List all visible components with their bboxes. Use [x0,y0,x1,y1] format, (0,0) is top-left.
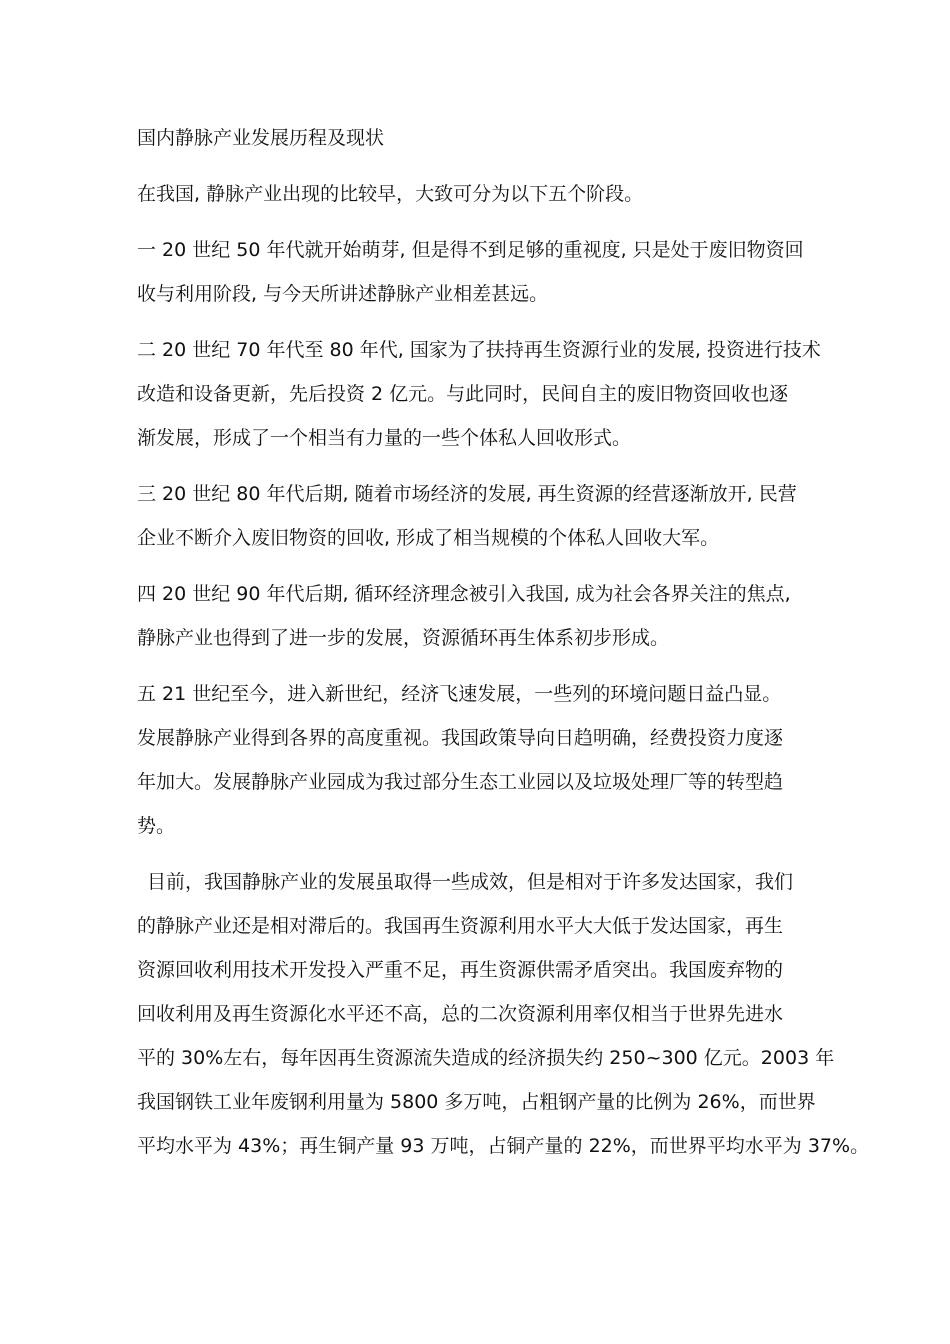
paragraph-line: 五 21 世纪至今，进入新世纪，经济飞速发展，一些列的环境问题日益凸显。 [137,683,782,705]
paragraph-line: 四 20 世纪 90 年代后期, 循环经济理念被引入我国, 成为社会各界关注的焦点, [137,583,791,605]
document-title [137,116,837,160]
paragraph-line: 平均水平为 43%；再生铜产量 93 万吨，占铜产量的 22%，而世界平均水平为 37%。 [137,1135,870,1157]
paragraph-line: 发展静脉产业得到各界的高度重视。我国政策导向日趋明确，经费投资力度逐 [137,727,784,749]
stage-paragraph-2 [137,328,837,460]
paragraph-line: 企业不断介入废旧物资的回收, 形成了相当规模的个体私人回收大军。 [137,527,720,549]
paragraph-line: 资源回收利用技术开发投入严重不足，再生资源供需矛盾突出。我国废弃物的 [137,959,784,981]
stage-paragraph-5 [137,672,837,848]
paragraph-line: 年加大。发展静脉产业园成为我过部分生态工业园以及垃圾处理厂等的转型趋 [137,771,784,793]
status-paragraph [137,860,870,1168]
title-text: 国内静脉产业发展历程及现状 [137,127,385,149]
intro-paragraph [137,172,837,216]
document-body [137,116,870,1180]
paragraph-line: 三 20 世纪 80 年代后期, 随着市场经济的发展, 再生资源的经营逐渐放开, 民营 [137,483,797,505]
paragraph-line: 势。 [137,815,176,837]
paragraph-line: 的静脉产业还是相对滞后的。我国再生资源利用水平大大低于发达国家，再生 [137,915,784,937]
paragraph-line: 收与利用阶段, 与今天所讲述静脉产业相差甚远。 [137,283,549,305]
paragraph-line: 二 20 世纪 70 年代至 80 年代, 国家为了扶持再生资源行业的发展, 投资进行技术 [137,339,821,361]
paragraph-line: 一 20 世纪 50 年代就开始萌芽, 但是得不到足够的重视度, 只是处于废旧物资回 [137,239,804,261]
paragraph-line: 我国钢铁工业年废钢利用量为 5800 多万吨，占粗钢产量的比例为 26%，而世界 [137,1091,816,1113]
paragraph-line: 渐发展，形成了一个相当有力量的一些个体私人回收形式。 [137,427,632,449]
paragraph-line: 静脉产业也得到了进一步的发展，资源循环再生体系初步形成。 [137,627,670,649]
stage-paragraph-1 [137,228,837,316]
intro-text: 在我国, 静脉产业出现的比较早，大致可分为以下五个阶段。 [137,183,644,205]
paragraph-line: 回收利用及再生资源化水平还不高，总的二次资源利用率仅相当于世界先进水 [137,1003,784,1025]
paragraph-line: 平的 30%左右，每年因再生资源流失造成的经济损失约 250~300 亿元。2003 年 [137,1047,835,1069]
stage-paragraph-3 [137,472,837,560]
paragraph-line: 改造和设备更新，先后投资 2 亿元。与此同时，民间自主的废旧物资回收也逐 [137,383,789,405]
paragraph-line: 目前，我国静脉产业的发展虽取得一些成效，但是相对于许多发达国家，我们 [147,871,794,893]
stage-paragraph-4 [137,572,837,660]
